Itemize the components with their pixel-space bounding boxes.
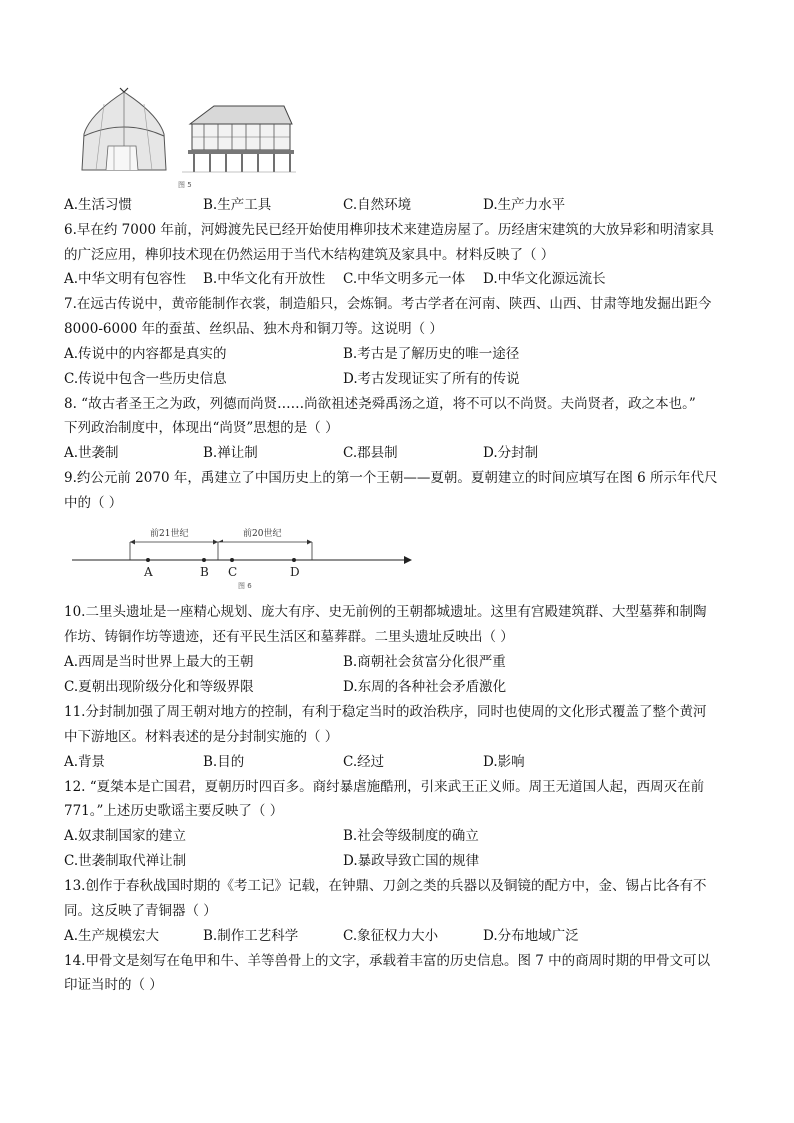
timeline-label-b: B <box>200 565 209 579</box>
q8-stem-line-1: 8. “故古者圣王之为政，列德而尚贤……尚欲祖述尧舜禹汤之道，将不可以不尚贤。夫尚贤者，政之本也。” <box>64 396 696 412</box>
timeline-seg-20th-century-bc: 前20世纪 <box>243 529 282 539</box>
q12-option-c: C.世袭制取代禅让制 <box>64 853 187 869</box>
q13-option-a: A.生产规模宏大 <box>64 928 160 944</box>
q10-option-d: D.东周的各种社会矛盾激化 <box>343 679 507 695</box>
q12-stem-line-2: 771。”上述历史歌谣主要反映了（ ） <box>64 803 284 819</box>
q12-stem-line-1: 12. “夏桀本是亡国君，夏朝历时四百多。商纣暴虐施酷刑，引来武王正义师。周王无道国人起，西周灭在前 <box>64 779 705 795</box>
q6-option-b: B.中华文化有开放性 <box>203 271 326 287</box>
q10-option-a: A.西周是当时世界上最大的王朝 <box>64 654 254 670</box>
q9-stem-line-1: 9.约公元前 2070 年，禹建立了中国历史上的第一个王朝——夏朝。夏朝建立的时间应填写在图 6 所示年代尺 <box>64 470 718 486</box>
timeline-point-c <box>230 558 234 562</box>
q13-option-d: D.分布地域广泛 <box>483 928 579 944</box>
timeline-label-a: A <box>144 565 153 579</box>
q13-stem-line-1: 13.创作于春秋战国时期的《考工记》记载，在钟鼎、刀剑之类的兵器以及铜镜的配方中，金、锡占比各有不 <box>64 878 707 894</box>
q11-option-c: C.经过 <box>343 754 385 770</box>
q10-option-c: C.夏朝出现阶级分化和等级界限 <box>64 679 254 695</box>
q5-option-c: C.自然环境 <box>343 197 412 213</box>
timeline-point-d <box>292 558 296 562</box>
q14-stem-line-2: 印证当时的（ ） <box>64 977 163 993</box>
q11-stem-line-2: 中下游地区。材料表述的是分封制实施的（ ） <box>64 729 339 745</box>
q6-option-a: A.中华文明有包容性 <box>64 271 187 287</box>
q8-option-b: B.禅让制 <box>203 445 258 461</box>
q8-stem-line-2: 下列政治制度中，体现出“尚贤”思想的是（ ） <box>64 420 339 436</box>
q10-stem-line-2: 作坊、铸铜作坊等遗迹，还有平民生活区和墓葬群。二里头遗址反映出（ ） <box>64 629 514 645</box>
q7-stem-line-2: 8000-6000 年的蚕茧、丝织品、独木舟和铜刀等。这说明（ ） <box>64 321 443 337</box>
q5-option-b: B.生产工具 <box>203 197 272 213</box>
timeline-seg-21st-century-bc: 前21世纪 <box>150 529 189 539</box>
q12-option-a: A.奴隶制国家的建立 <box>64 828 187 844</box>
q11-option-a: A.背景 <box>64 754 106 770</box>
q7-stem-line-1: 7.在远古传说中，黄帝能制作衣裳，制造船只，会炼铜。考古学者在河南、陕西、山西、甘肃等地发掘出距今 <box>64 296 712 312</box>
q8-option-d: D.分封制 <box>483 445 539 461</box>
timeline-point-a <box>146 558 150 562</box>
timeline-label-d: D <box>290 565 300 579</box>
q13-stem-line-2: 同。这反映了青铜器（ ） <box>64 903 217 919</box>
q10-stem-line-1: 10.二里头遗址是一座精心规划、庞大有序、史无前例的王朝都城遗址。这里有宫殿建筑群、大型墓葬和制陶 <box>64 604 707 620</box>
q11-stem-line-1: 11.分封制加强了周王朝对地方的控制，有利于稳定当时的政治秩序，同时也使周的文化形式覆盖了整个黄河 <box>64 704 707 720</box>
q7-option-d: D.考古发现证实了所有的传说 <box>343 371 520 387</box>
q11-option-b: B.目的 <box>203 754 245 770</box>
q6-stem-line-2: 的广泛应用，榫卯技术现在仍然运用于当代木结构建筑及家具中。材料反映了（ ） <box>64 247 555 263</box>
q7-option-a: A.传说中的内容都是真实的 <box>64 346 227 362</box>
q13-option-b: B.制作工艺科学 <box>203 928 299 944</box>
round-hut-illustration <box>82 88 166 170</box>
timeline-label-c: C <box>228 565 238 579</box>
q8-option-a: A.世袭制 <box>64 445 119 461</box>
q7-option-b: B.考古是了解历史的唯一途径 <box>343 346 520 362</box>
q5-option-a: A.生活习惯 <box>64 197 133 213</box>
q12-option-d: D.暴政导致亡国的规律 <box>343 853 480 869</box>
timeline-arrow <box>404 556 412 564</box>
figure-6-caption: 图 6 <box>238 582 252 590</box>
stilt-house-illustration <box>182 106 296 172</box>
q6-option-d: D.中华文化源远流长 <box>483 271 606 287</box>
q14-stem-line-1: 14.甲骨文是刻写在龟甲和牛、羊等兽骨上的文字，承载着丰富的历史信息。图 7 中的商周时期的甲骨文可以 <box>64 953 711 969</box>
q9-stem-line-2: 中的（ ） <box>64 495 123 511</box>
q6-stem-line-1: 6.早在约 7000 年前，河姆渡先民已经开始使用榫卯技术来建造房屋了。历经唐宋建筑的大放异彩和明清家具 <box>64 222 714 238</box>
q5-option-d: D.生产力水平 <box>483 197 566 213</box>
timeline-point-b <box>202 558 206 562</box>
figure-5-dwellings <box>78 84 298 192</box>
q10-option-b: B.商朝社会贫富分化很严重 <box>343 654 506 670</box>
figure-5-caption: 图 5 <box>178 181 192 189</box>
q7-option-c: C.传说中包含一些历史信息 <box>64 371 227 387</box>
q6-option-c: C.中华文明多元一体 <box>343 271 466 287</box>
q8-option-c: C.郡县制 <box>343 445 398 461</box>
q13-option-c: C.象征权力大小 <box>343 928 439 944</box>
q12-option-b: B.社会等级制度的确立 <box>343 828 479 844</box>
q11-option-d: D.影响 <box>483 754 525 770</box>
